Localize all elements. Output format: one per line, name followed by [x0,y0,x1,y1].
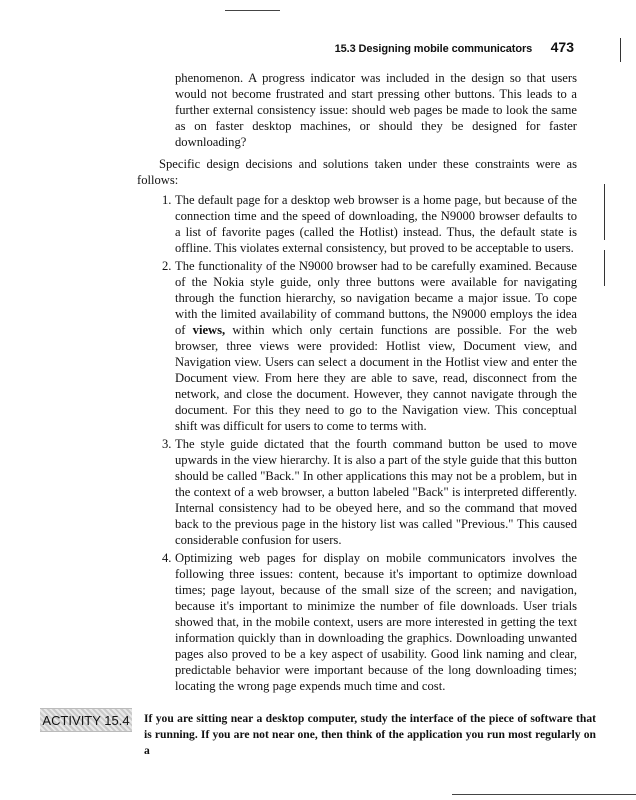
item-text-before: The functionality of the N9000 browser had to be carefully examined. Because of the Nokia style guide, only three buttons were available for navigating through the function hierarchy, so navigation became a major issue. To cope with the limited availability of command buttons, the N9000 employs the idea of [175,259,577,337]
activity-box [40,708,596,757]
item-bold-term: views, [192,323,226,337]
item-text: Optimizing web pages for display on mobile communicators involves the following three issues: content, because it's important to optimize download times; page layout, because of the small size of the screen; and navigation, because it's important to minimize the number of file downloads. User trials showed that, in the mobile context, users are more interested in getting the text information quickly than in downloading the graphics. Downloading unwanted pages also proved to be a key aspect of usability. Good link naming and clear, predictable behavior were important because of the long downloading times; locating the wrong page expends much time and cost. [175,551,577,693]
item-text-after: within which only certain functions are possible. For the web browser, three views were provided: Hotlist view, Document view, and Navigation view. Users can select a document in the Hotlist view and enter the Document view. From here they are able to save, read, disconnect from the network, and close the document. However, they cannot navigate through the document. For this they need to go to the Navigation view. This conceptual shift was difficult for users to come to terms with. [175,323,577,433]
activity-text: If you are sitting near a desktop computer, study the interface of the piece of software that is running. If you are not near one, then think of the application you run most regularly on a [144,712,596,757]
margin-bar [604,184,605,240]
list-item [137,550,577,694]
item-number: 4. [162,551,172,565]
design-decisions-list [137,192,577,694]
item-text: The default page for a desktop web browser is a home page, but because of the connection time and the speed of downloading, the N9000 browser defaults to a list of favorite pages (called the Hotlist) instead. Thus, the default state is offline. This violates external consistency, but proved to be acceptable to users. [175,193,577,255]
item-number: 2. [162,259,172,273]
item-number: 3. [162,437,172,451]
list-item [137,436,577,548]
running-header [335,39,574,57]
item-number: 1. [162,193,172,207]
item-text: The style guide dictated that the fourth command button be used to move upwards in the view hierarchy. It is also a part of the style guide that this button should be called "Back." In other applications this may not be a problem, but in the context of a web browser, a button labeled "Back" is interpreted differently. Internal consistency had to be obeyed here, and so the command that moved back to the previous page in the history list was called "Previous." This caused considerable confusion for users. [175,437,577,547]
body-text [137,70,577,696]
page-number: 473 [550,39,574,55]
bottom-rule [452,794,636,795]
section-title: 15.3 Designing mobile communicators [334,43,533,55]
activity-label: ACTIVITY 15.4 [40,708,132,732]
list-item [137,258,577,434]
top-rule [225,10,280,11]
lead-paragraph: Specific design decisions and solutions taken under these constraints were as follows: [137,157,577,187]
margin-bar [620,38,621,62]
list-item [137,192,577,256]
intro-paragraph: phenomenon. A progress indicator was included in the design so that users would not become frustrated and start pressing other buttons. This leads to a further external consistency issue: should web pages be made to look the same as on faster desktop machines, or should they be designed for faster downloading? [175,71,577,149]
margin-bar [604,250,605,286]
